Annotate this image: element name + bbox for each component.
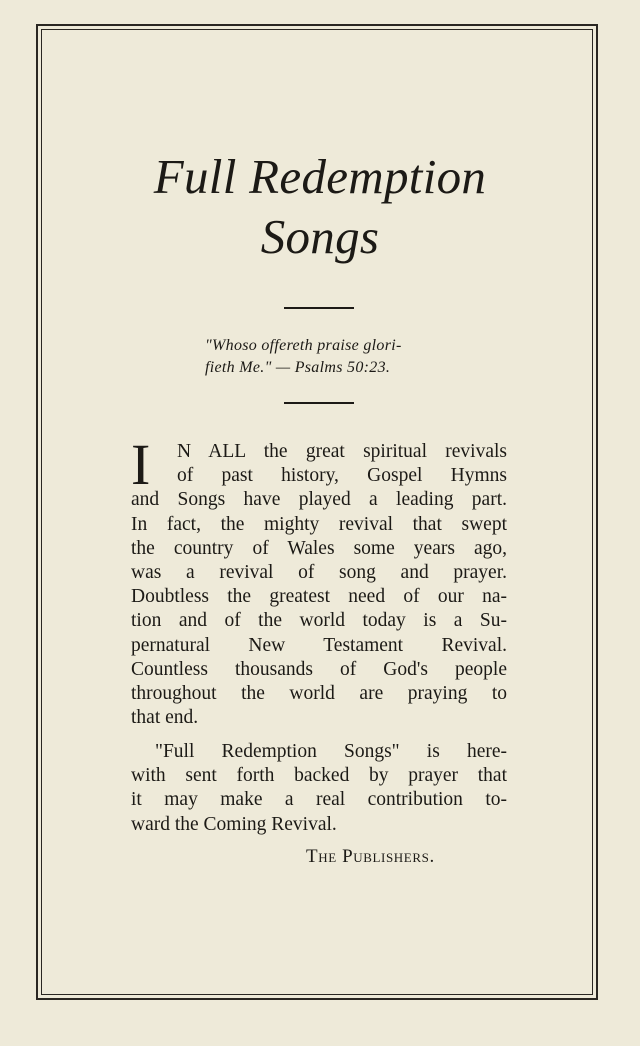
page-title-line-2: Songs [260,209,380,264]
text-line: it may make a real contribution to- [131,789,507,811]
text-line: Doubtless the greatest need of our na- [131,586,507,608]
text-line: of past history, Gospel Hymns [177,465,507,487]
paragraph-dedication [131,740,507,837]
text-line: In fact, the mighty revival that swept [131,513,507,535]
text-line: pernatural New Testament Revival. [131,634,507,656]
divider-bottom [284,402,354,404]
signature: The Publishers. [306,846,435,867]
epigraph-line-1: "Whoso offereth praise glori- [205,337,402,354]
text-line: was a revival of song and prayer. [131,562,507,584]
text-line: tion and of the world today is a Su- [131,610,507,632]
text-line: Countless thousands of God's people [131,658,507,680]
text-line: "Full Redemption Songs" is here- [155,741,507,762]
epigraph-line-2: fieth Me." — Psalms 50:23. [205,359,391,376]
text-line: ward the Coming Revival. [131,813,337,835]
text-line: N ALL the great spiritual revivals [177,441,507,462]
text-line: that end. [131,707,199,729]
divider-top [284,307,354,309]
text-line: the country of Wales some years ago, [131,537,507,559]
paragraph-intro [131,432,507,730]
text-line: and Songs have played a leading part. [131,489,507,511]
page-title-line-1: Full Redemption [153,149,487,204]
drop-cap: I [131,432,151,497]
text-line: throughout the world are praying to [131,683,507,705]
text-line: with sent forth backed by prayer that [131,765,507,787]
